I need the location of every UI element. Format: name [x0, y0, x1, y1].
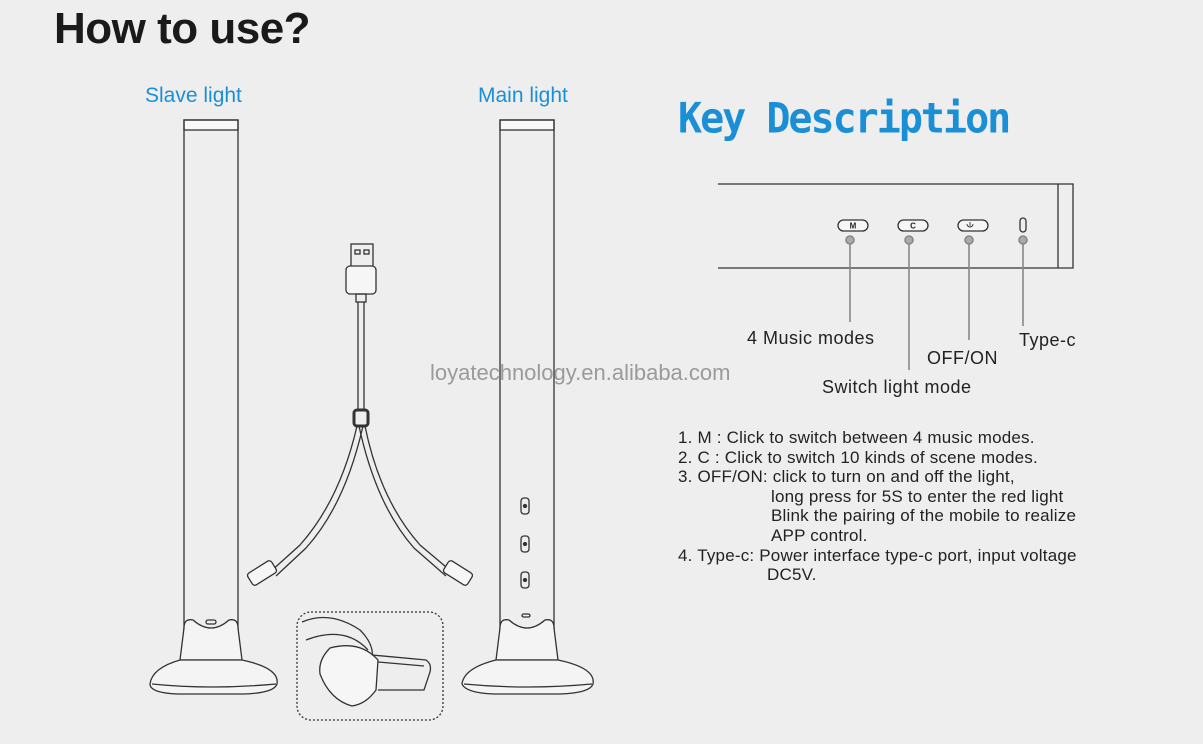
slave-light-label: Slave light — [145, 84, 242, 107]
key-description-title: Key Description — [678, 94, 1010, 144]
watermark: loyatechnology.en.alibaba.com — [430, 360, 731, 385]
usb-y-cable-drawing — [246, 244, 473, 586]
page-title: How to use? — [54, 4, 311, 53]
instruction-item-4: 4. Type-c: Power interface type-c port, input voltage — [678, 545, 1077, 565]
callout-type-c: Type-c — [1019, 330, 1077, 350]
instruction-item-2: 2. C : Click to switch 10 kinds of scene modes. — [678, 447, 1038, 467]
main-light-drawing — [462, 120, 593, 694]
m-key-label: M — [849, 221, 857, 231]
key-panel-drawing — [718, 184, 1073, 268]
instructions-list — [678, 428, 1188, 585]
callout-music-modes: 4 Music modes — [747, 328, 875, 348]
instruction-item-3: 3. OFF/ON: click to turn on and off the light, — [678, 467, 1015, 487]
type-c-port-icon — [1020, 218, 1026, 232]
instruction-item-3-line-4: APP control. — [771, 525, 868, 545]
callout-off-on: OFF/ON — [927, 348, 998, 368]
instruction-item-4-line-2: DC5V. — [767, 565, 817, 585]
main-light-label: Main light — [478, 84, 568, 107]
instruction-item-3-line-3: Blink the pairing of the mobile to realize — [771, 506, 1077, 526]
connector-detail-inset — [297, 612, 443, 720]
instruction-item-3-line-2: long press for 5S to enter the red light — [771, 486, 1064, 506]
slave-light-drawing — [150, 120, 277, 694]
callout-switch-light-mode: Switch light mode — [822, 377, 972, 397]
c-key-label: C — [910, 221, 916, 231]
instruction-item-1: 1. M : Click to switch between 4 music modes. — [678, 428, 1035, 447]
